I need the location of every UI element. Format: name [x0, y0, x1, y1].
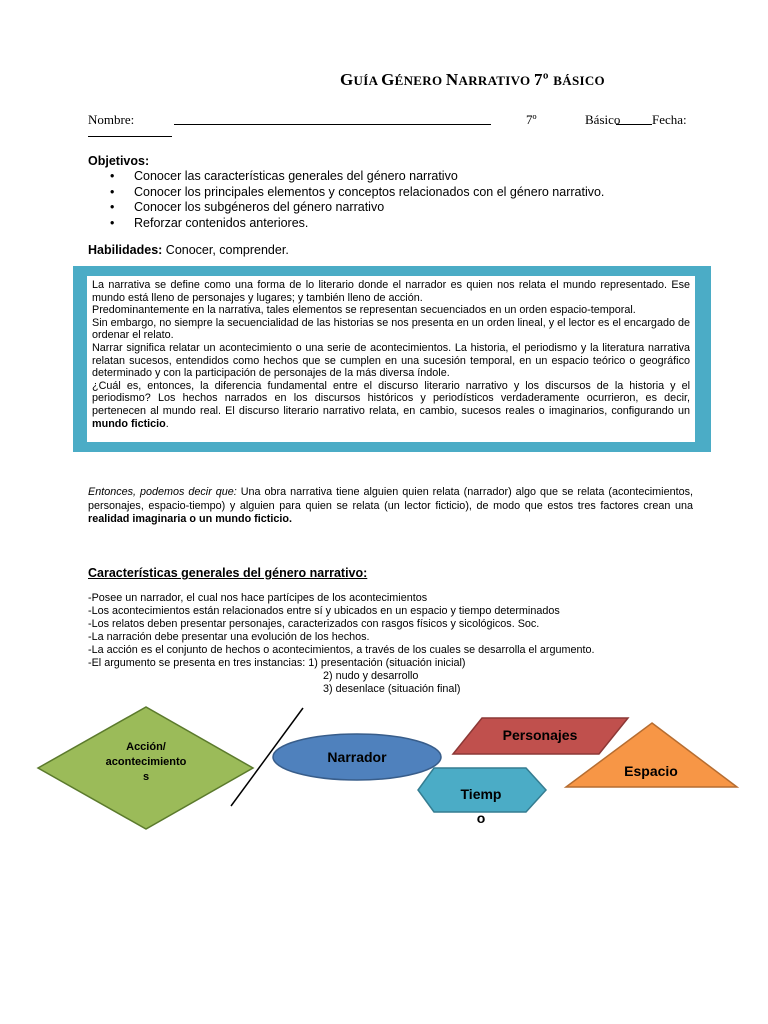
list-item: -La narración debe presentar una evolución de los hechos. [88, 631, 370, 643]
list-item: • Reforzar contenidos anteriores. [134, 216, 604, 232]
definition-box [73, 266, 711, 452]
accion-label-2: acontecimiento [105, 756, 187, 768]
paragraph: Sin embargo, no siempre la secuencialidad de las historias se nos presenta en un orden lineal, y el lector es el encargado de ordenar el relato. [92, 316, 690, 342]
entonces-bold: realidad imaginaria o un mundo ficticio. [88, 513, 292, 526]
caracteristicas-heading: Características generales del género narrativo: [88, 566, 368, 580]
list-item: 3) desenlace (situación final) [323, 683, 461, 695]
paragraph: Predominantemente en la narrativa, tales elementos se representan secuenciados en un orden espacio-temporal. [92, 304, 636, 317]
fecha-blank[interactable] [88, 136, 172, 137]
fecha-label: Fecha: [652, 112, 687, 127]
mundo-ficticio-bold: mundo ficticio [92, 417, 166, 430]
list-item: -Los acontecimientos están relacionados entre sí y ubicados en un espacio y tiempo determinados [88, 605, 560, 617]
list-item: -El argumento se presenta en tres instancias: 1) presentación (situación inicial) [88, 657, 466, 669]
nombre-blank[interactable] [174, 124, 491, 125]
list-item: 2) nudo y desarrollo [323, 670, 419, 682]
objetivos-list [88, 169, 604, 231]
objetivos-heading: Objetivos: [88, 154, 150, 168]
list-item: -La acción es el conjunto de hechos o acontecimientos, a través de los cuales se desarrolla el argumento. [88, 644, 595, 656]
accion-label-1: Acción/ [126, 741, 166, 753]
narrador-label: Narrador [327, 749, 387, 765]
tiempo-hexagon-shape [418, 768, 546, 826]
tiempo-label-1: Tiemp [460, 786, 502, 802]
page-title: GUÍA GÉNERO NARRATIVO 7º BÁSICO [340, 70, 605, 89]
accion-label-3: s [142, 771, 150, 783]
habilidades-text: Conocer, comprender. [162, 243, 289, 257]
list-item: • Conocer los subgéneros del género narrativo [134, 200, 604, 216]
habilidades-label: Habilidades: [88, 243, 163, 257]
accion-diamond-shape [38, 707, 253, 829]
personajes-parallelogram-shape [453, 718, 628, 754]
paragraph: La narrativa se define como una forma de lo literario donde el narrador es quien nos relata el mundo representado. Ese mundo está lleno de personajes y lugares; y también lleno de acción. [92, 279, 690, 304]
entonces-intro: Entonces, podemos decir que: [88, 486, 237, 498]
narrative-elements-diagram [0, 700, 768, 830]
habilidades-line [88, 243, 289, 257]
personajes-label: Personajes [502, 727, 578, 743]
curso-blank[interactable] [616, 124, 652, 125]
nombre-label: Nombre: [88, 112, 135, 127]
list-item: -Los relatos deben presentar personajes, caracterizados con rasgos físicos y sicológicos. Soc. [88, 618, 540, 630]
list-item: • Conocer las características generales del género narrativo [134, 169, 604, 185]
narrador-ellipse-shape [273, 734, 441, 780]
paragraph: ¿Cuál es, entonces, la diferencia fundamental entre el discurso literario narrativo y los discursos de la historia y el periodismo? Los hechos narrados en los discursos históricos y periodísticos verdaderamente ocurrieron, es decir, pertenecen al mundo real. El discurso literario narrativo relata, en cambio, sucesos reales o imaginarios, configurando un mundo ficticio. [92, 379, 690, 430]
definition-text [92, 279, 690, 430]
entonces-paragraph: Entonces, podemos decir que: Una obra narrativa tiene alguien quien relata (narrador) algo que se relata (acontecimientos, personajes, espacio-tiempo) y alguien para quien se relata (un lector ficticio), de modo que estos tres factores crean una realidad imaginaria o un mundo ficticio. [88, 486, 693, 526]
definition-box-inner [87, 276, 695, 442]
caracteristicas-list [88, 592, 595, 670]
tiempo-label-2: o [476, 810, 486, 826]
paragraph: Narrar significa relatar un acontecimiento o una serie de acontecimientos. La historia, el periodismo y la literatura narrativa relatan sucesos, entendidos como hechos que se cumplen en una sucesión temporal, en un espacio teórico o geográfico determinado y con la participación de personajes de la más diversa índole. [92, 341, 690, 380]
basico-label: Básico [585, 112, 621, 127]
espacio-label: Espacio [624, 763, 678, 779]
list-item: -Posee un narrador, el cual nos hace partícipes de los acontecimientos [88, 592, 428, 604]
grade-label: 7º [526, 112, 537, 127]
list-item: • Conocer los principales elementos y conceptos relacionados con el género narrativo. [134, 185, 604, 201]
